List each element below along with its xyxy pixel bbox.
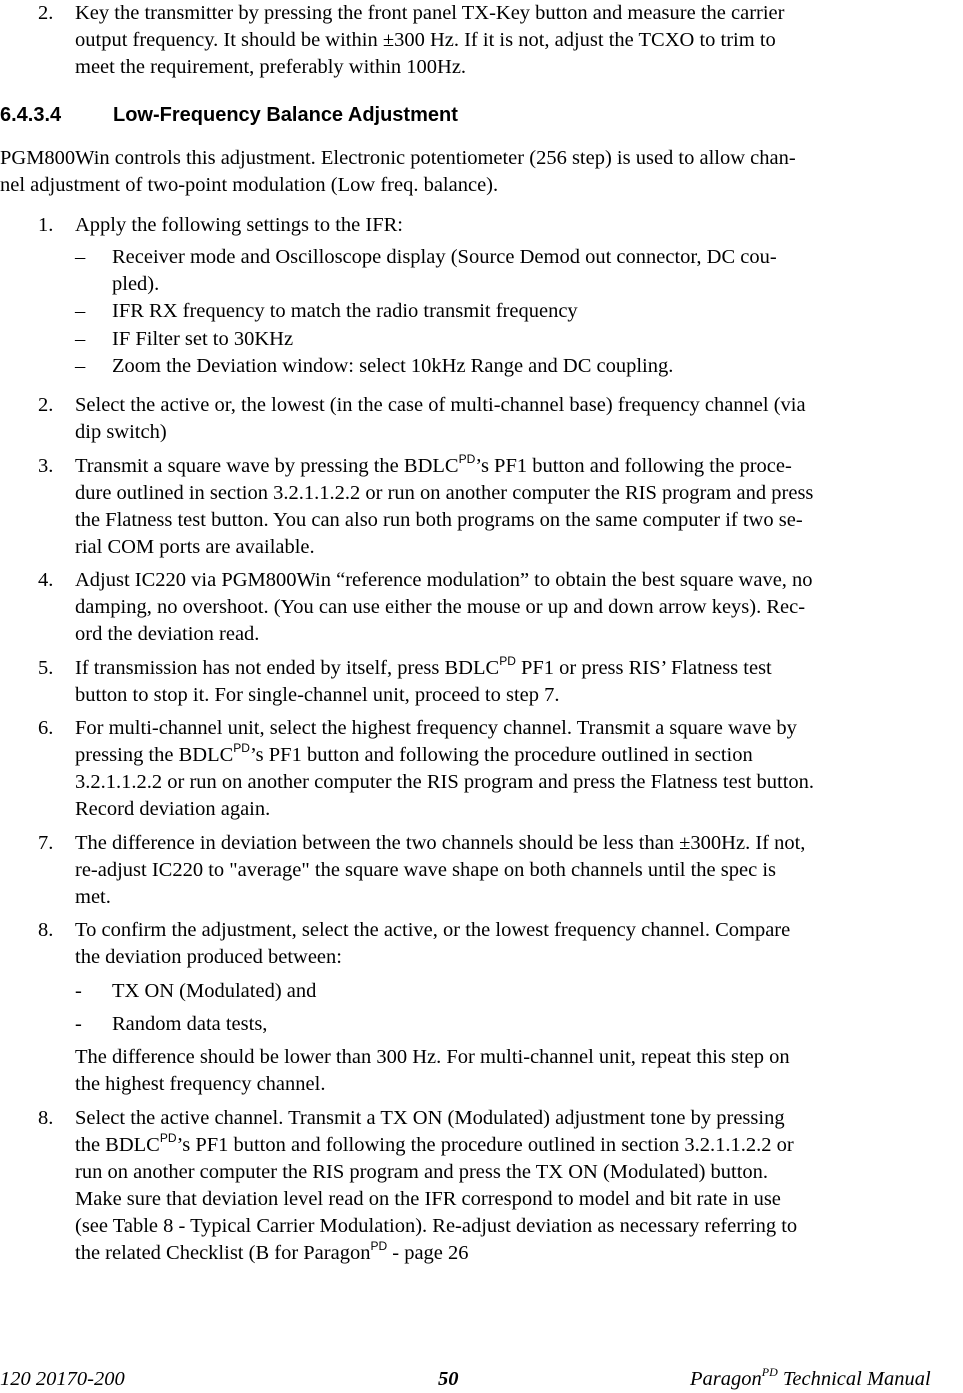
step-text: Adjust IC220 via PGM800Win “reference modulation” to obtain the best square wave, no damping, no overshoot. (You can use either the mouse or up and down arrow keys). Rec- ord the deviation read. xyxy=(75,569,813,645)
step-number: 3. xyxy=(38,455,54,477)
step-text: For multi-channel unit, select the highest frequency channel. Transmit a square wave by pressing the $BDLC^{PD}’s$ PF1 button and following the procedure outlined in section 3.2.1.1.2.2 or run on another computer the RIS program and press the Flatness test button. Record deviation again. xyxy=(75,717,815,820)
footer-doc-number: 120 20170-200 xyxy=(0,1368,125,1390)
step-text: Select the active or, the lowest (in the case of multi-channel base) frequency channel (via dip switch) xyxy=(75,394,806,443)
section-title: Low-Frequency Balance Adjustment xyxy=(113,104,458,126)
step-number: 5. xyxy=(38,657,54,679)
step-number: 8. xyxy=(38,1107,54,1129)
step-text: Apply the following settings to the IFR: xyxy=(75,214,403,236)
footer-manual-title: Paragon$^{PD}$ Technical Manual xyxy=(690,1365,931,1390)
step-number: 2. xyxy=(38,394,54,416)
section-number: 6.4.3.4 xyxy=(0,104,62,126)
step-text: To confirm the adjustment, select the active, or the lowest frequency channel. Compare the deviation produced between: xyxy=(75,919,791,968)
step-text: Select the active channel. Transmit a TX ON (Modulated) adjustment tone by pressing the $BDLC^{PD}’s$ PF1 button and following the procedure outlined in section 3.2.1.1.2.2 or run on another computer the RIS program and press the TX ON (Modulated) button. Make sure that deviation level read on the IFR correspond to model and bit rate in use (see Table 8 - Typical Carrier Modulation). Re-adjust deviation as necessary referring to the related Checklist (B for Paragon$^{PD}$ - page 26 xyxy=(75,1107,798,1264)
document-page: 2. Key the transmitter by pressing the front panel TX-Key button and measure the carrier output frequency. It should be within ±300 Hz. If it is not, adjust the TCXO to trim to meet the requirement, preferably within 100Hz. 6.4.3.4 Low-Frequency Balance Adjustment PGM800Win controls this adjustment. Electronic potentiometer (256 step) is used to allow chan- nel adjustment of two-point modulation (Low freq. balance). 1. Apply the following settings to the IFR: – Receiver mode and Oscilloscope display (Source Demod out connector, DC cou- pled). – IFR RX frequency to match the radio transmit frequency – IF Filter set to 30KHz – Zoom the Deviation window: select 10kHz Range and DC coupling. 2. Select the active or, the lowest (in the case of multi-channel base) frequency channel (via dip switch) 3. Transmit a square wave by pressing the $BDLC^{PD}’s$ PF1 button and following the proce- dure outlined in section 3.2.1.1.2.2 or run on another computer the RIS program and press the Flatness test button. You can also run both programs on the same computer if two se- rial COM ports are available. 4. Adjust IC220 via PGM800Win “reference modulation” to obtain the best square wave, no damping, no overshoot. (You can use either the mouse or up and down arrow keys). Rec- ord the deviation read. 5. If transmission has not ended by itself, press $BDLC^{PD}$ PF1 or press RIS’ Flatness test button to stop it. For single-channel unit, proceed to step 7. 6. For multi-channel unit, select the highest frequency channel. Transmit a square wave by pressing the $BDLC^{PD}’s$ PF1 button and following the procedure outlined in section 3.2.1.1.2.2 or run on another computer the RIS program and press the Flatness test button. Record deviation again. 7. The difference in deviation between the two channels should be less than ±300Hz. If not, re-adjust IC220 to "average" the square wave shape on both channels until the spec is met. 8. To confirm the adjustment, select the active, or the lowest frequency channel. Compare the deviation produced between: - TX ON (Modulated) and - Random data tests, The difference should be lower than 300 Hz. For multi-channel unit, repeat this step on the highest frequency channel. 8. Select the active channel. Transmit a TX ON (Modulated) adjustment tone by pressing the $BDLC^{PD}’s$ PF1 button and following the procedure outlined in section 3.2.1.1.2.2 or run on another computer the RIS program and press the TX ON (Modulated) button. Make sure that deviation level read on the IFR correspond to model and bit rate in use (see Table 8 - Typical Carrier Modulation). Re-adjust deviation as necessary referring to the related Checklist (B for Paragon$^{PD}$ - page 26 120 20170-200 50 Paragon$^{PD}$ Technical Manual xyxy=(0,0,963,1392)
step-text: Transmit a square wave by pressing the $BDLC^{PD}’s$ PF1 button and following the proce- dure outlined in section 3.2.1.1.2.2 or run on another computer the RIS program and press the Flatness test button. You can also run both programs on the same computer if two se- rial COM ports are available. xyxy=(75,452,814,558)
step-number: 4. xyxy=(38,569,54,591)
step-number: 1. xyxy=(38,214,54,236)
step-number: 8. xyxy=(38,919,54,941)
step-text: The difference in deviation between the two channels should be less than ±300Hz. If not, re-adjust IC220 to "average" the square wave shape on both channels until the spec is met. xyxy=(75,832,806,908)
footer-page-number: 50 xyxy=(438,1368,459,1390)
step-text: Key the transmitter by pressing the front panel TX-Key button and measure the carrier output frequency. It should be within ±300 Hz. If it is not, adjust the TCXO to trim to meet the requirement, preferably within 100Hz. xyxy=(75,2,785,78)
step-number: 6. xyxy=(38,717,54,739)
step-number: 2. xyxy=(38,2,54,24)
step-number: 7. xyxy=(38,832,54,854)
intro-paragraph: PGM800Win controls this adjustment. Electronic potentiometer (256 step) is used to allow chan- nel adjustment of two-point modulation (Low freq. balance). xyxy=(0,147,796,196)
step-text: If transmission has not ended by itself, press $BDLC^{PD}$ PF1 or press RIS’ Flatness test button to stop it. For single-channel unit, proceed to step 7. xyxy=(75,654,772,706)
